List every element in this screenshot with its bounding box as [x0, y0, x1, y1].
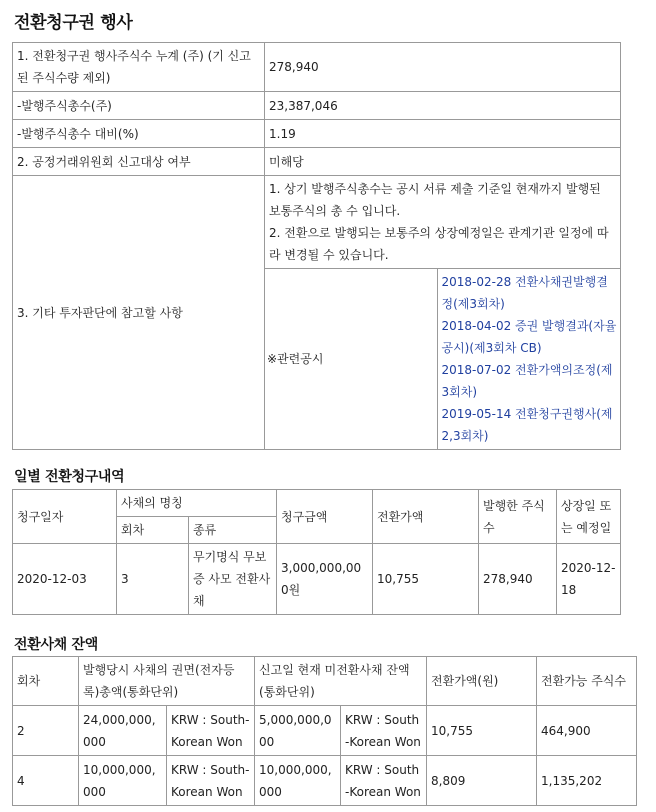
table-row: [13, 706, 637, 756]
table-header-row: [13, 657, 637, 706]
cell-price: 10,755: [427, 706, 537, 756]
section-title-balance: 전환사채 잔액: [14, 637, 98, 653]
note-text: 2. 전환으로 발행되는 보통주의 상장예정일은 관계기관 일정에 따라 변경될 수 있습니다.: [269, 226, 609, 262]
summary-value: 278,940: [265, 43, 621, 92]
cell-price: 10,755: [373, 544, 479, 615]
page-title: 전환청구권 행사: [14, 13, 133, 33]
cell-price: 8,809: [427, 756, 537, 806]
cell-convertible: 1,135,202: [537, 756, 637, 806]
col-header-convertible: 전환가능 주식수: [537, 657, 637, 706]
cell-listing: 2020-12-18: [557, 544, 621, 615]
related-label: ※관련공시: [265, 269, 437, 449]
cell-amount: 3,000,000,000원: [277, 544, 373, 615]
cell-face: 24,000,000,000: [79, 706, 167, 756]
daily-table: [12, 489, 621, 615]
col-header-amount: 청구금액: [277, 490, 373, 544]
cell-remaining-currency: KRW : South-Korean Won: [341, 756, 427, 806]
col-header-price: 전환가액(원): [427, 657, 537, 706]
table-row: [13, 92, 621, 120]
related-links: [437, 269, 621, 449]
cell-round: 4: [13, 756, 79, 806]
summary-label: -발행주식총수(주): [13, 92, 265, 120]
table-header-row: [13, 490, 621, 517]
summary-table: [12, 42, 621, 450]
cell-shares: 278,940: [479, 544, 557, 615]
related-table: [265, 269, 621, 449]
table-row: [13, 176, 621, 450]
col-header-round: 회차: [13, 657, 79, 706]
cell-round: 2: [13, 706, 79, 756]
cell-date: 2020-12-03: [13, 544, 117, 615]
col-header-shares: 발행한 주식수: [479, 490, 557, 544]
cell-convertible: 464,900: [537, 706, 637, 756]
cell-face: 10,000,000,000: [79, 756, 167, 806]
related-link[interactable]: 2018-07-02 전환가액의조정(제3회차): [441, 363, 613, 399]
cell-face-currency: KRW : South-Korean Won: [167, 756, 255, 806]
related-link[interactable]: 2018-04-02 증권 발행결과(자율공시)(제3회차 CB): [441, 319, 617, 355]
table-row: [13, 756, 637, 806]
notes-block: [265, 176, 620, 269]
section-title-daily: 일별 전환청구내역: [14, 469, 125, 485]
cell-face-currency: KRW : South-Korean Won: [167, 706, 255, 756]
table-row: [13, 544, 621, 615]
summary-label: 2. 공정거래위원회 신고대상 여부: [13, 148, 265, 176]
col-header-price: 전환가액: [373, 490, 479, 544]
related-link[interactable]: 2019-05-14 전환청구권행사(제2,3회차): [441, 407, 613, 443]
other-info-label: 3. 기타 투자판단에 참고할 사항: [13, 176, 265, 450]
cell-remaining: 5,000,000,000: [255, 706, 341, 756]
summary-label: -발행주식총수 대비(%): [13, 120, 265, 148]
table-row: [13, 120, 621, 148]
cell-round: 3: [117, 544, 189, 615]
table-row: [13, 148, 621, 176]
summary-value: 미해당: [265, 148, 621, 176]
summary-value: 1.19: [265, 120, 621, 148]
summary-value: 23,387,046: [265, 92, 621, 120]
col-header-remaining: 신고일 현재 미전환사채 잔액(통화단위): [255, 657, 427, 706]
balance-table: [12, 656, 637, 806]
col-header-date: 청구일자: [13, 490, 117, 544]
related-link[interactable]: 2018-02-28 전환사채권발행결정(제3회차): [441, 275, 608, 311]
col-header-kind: 종류: [189, 517, 277, 544]
summary-label: 1. 전환청구권 행사주식수 누계 (주) (기 신고된 주식수량 제외): [13, 43, 265, 92]
cell-remaining: 10,000,000,000: [255, 756, 341, 806]
table-row: [13, 43, 621, 92]
col-header-bond-name: 사채의 명칭: [117, 490, 277, 517]
cell-remaining-currency: KRW : South-Korean Won: [341, 706, 427, 756]
col-header-face: 발행당시 사채의 권면(전자등록)총액(통화단위): [79, 657, 255, 706]
cell-kind: 무기명식 무보증 사모 전환사채: [189, 544, 277, 615]
col-header-listing: 상장일 또는 예정일: [557, 490, 621, 544]
other-info-cell: [265, 176, 621, 450]
col-header-round: 회차: [117, 517, 189, 544]
note-text: 1. 상기 발행주식총수는 공시 서류 제출 기준일 현재까지 발행된 보통주식의 총 수 입니다.: [269, 182, 601, 218]
